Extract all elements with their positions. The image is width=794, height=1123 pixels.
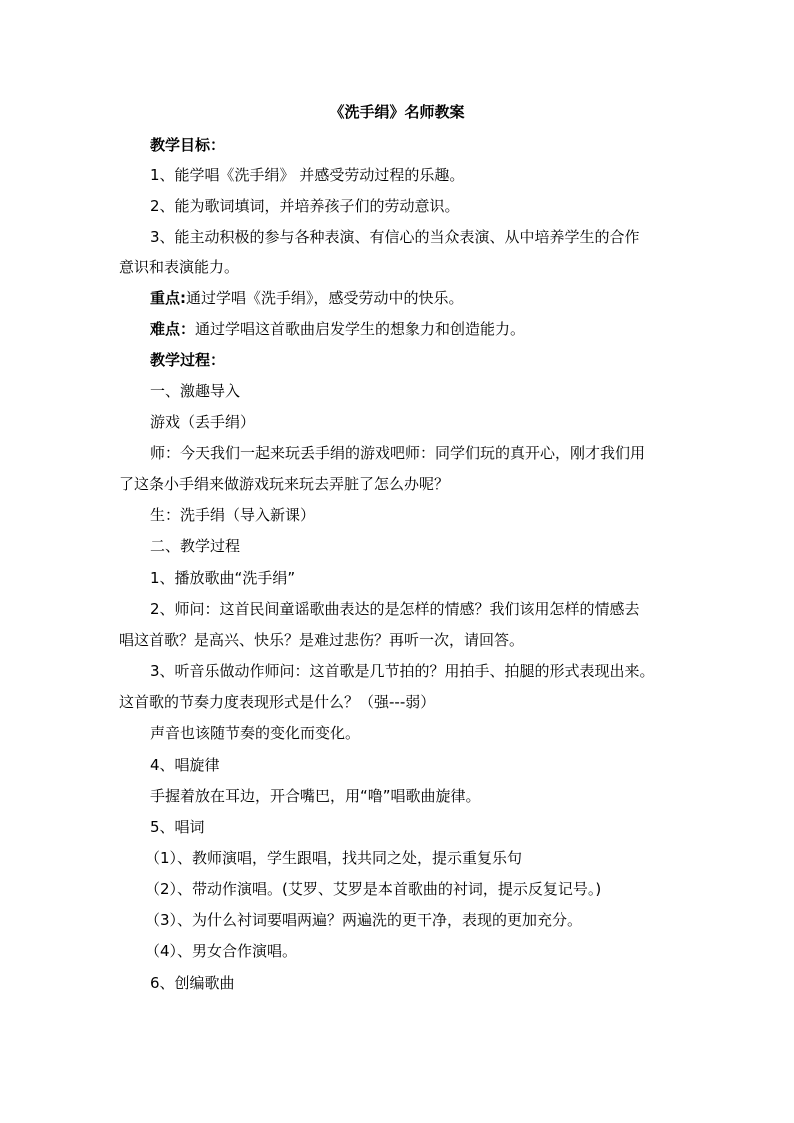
step-2-line-1: 2、师问：这首民间童谣歌曲表达的是怎样的情感？我们该用怎样的情感去 [150, 600, 640, 618]
step-3-line-2: 这首歌的节奏力度表现形式是什么？（强---弱） [119, 693, 436, 711]
key-point [150, 286, 464, 310]
step-4-detail: 手握着放在耳边，开合嘴巴，用“噜”唱歌曲旋律。 [150, 787, 481, 805]
step-5-item-2: （2）、带动作演唱。(艾罗、艾罗是本首歌曲的衬词，提示反复记号。) [145, 880, 602, 898]
difficulty [150, 317, 525, 341]
step-5: 5、唱词 [150, 818, 205, 836]
step-2-line-2: 唱这首歌？是高兴、快乐？是难过悲伤？再听一次，请回答。 [119, 631, 525, 649]
game-line: 游戏（丢手绢） [150, 413, 256, 431]
objective-1: 1、能学唱《洗手绢》 并感受劳动过程的乐趣。 [150, 166, 465, 184]
step-5-item-1: （1）、教师演唱，学生跟唱，找共同之处，提示重复乐句 [145, 849, 523, 867]
step-4: 4、唱旋律 [150, 756, 220, 774]
objectives-heading: 教学目标： [150, 136, 226, 154]
objective-2: 2、能为歌词填词，并培养孩子们的劳动意识。 [150, 197, 460, 215]
objective-3-continued: 意识和表演能力。 [119, 258, 240, 276]
key-point-label: 重点: [150, 289, 186, 307]
teacher-line-2: 了这条小手绢来做游戏玩来玩去弄脏了怎么办呢？ [119, 475, 450, 493]
step-5-item-4: （4）、男女合作演唱。 [145, 942, 298, 960]
step-6: 6、创编歌曲 [150, 974, 235, 992]
teacher-line-1: 师：今天我们一起来玩丢手绢的游戏吧师：同学们玩的真开心，刚才我们用 [150, 444, 646, 462]
step-3-line-1: 3、听音乐做动作师问：这首歌是几节拍的？用拍手、拍腿的形式表现出来。 [150, 662, 655, 680]
key-point-text: 通过学唱《洗手绢》，感受劳动中的快乐。 [186, 289, 464, 307]
section2-heading: 二、教学过程 [150, 537, 241, 555]
student-line: 生：洗手绢（导入新课） [150, 506, 316, 524]
difficulty-label: 难点： [150, 320, 196, 338]
document-title: 《洗手绢》名师教案 [329, 103, 465, 121]
process-heading: 教学过程： [150, 351, 226, 369]
section1-heading: 一、激趣导入 [150, 382, 241, 400]
step-5-item-3: （3）、为什么衬词要唱两遍？两遍洗的更干净，表现的更加充分。 [145, 911, 583, 929]
step-3-line-3: 声音也该随节奏的变化而变化。 [150, 724, 361, 742]
objective-3: 3、能主动积极的参与各种表演、有信心的当众表演、从中培养学生的合作 [150, 228, 640, 246]
step-1: 1、播放歌曲“洗手绢” [150, 569, 296, 587]
difficulty-text: 通过学唱这首歌曲启发学生的想象力和创造能力。 [195, 320, 526, 338]
